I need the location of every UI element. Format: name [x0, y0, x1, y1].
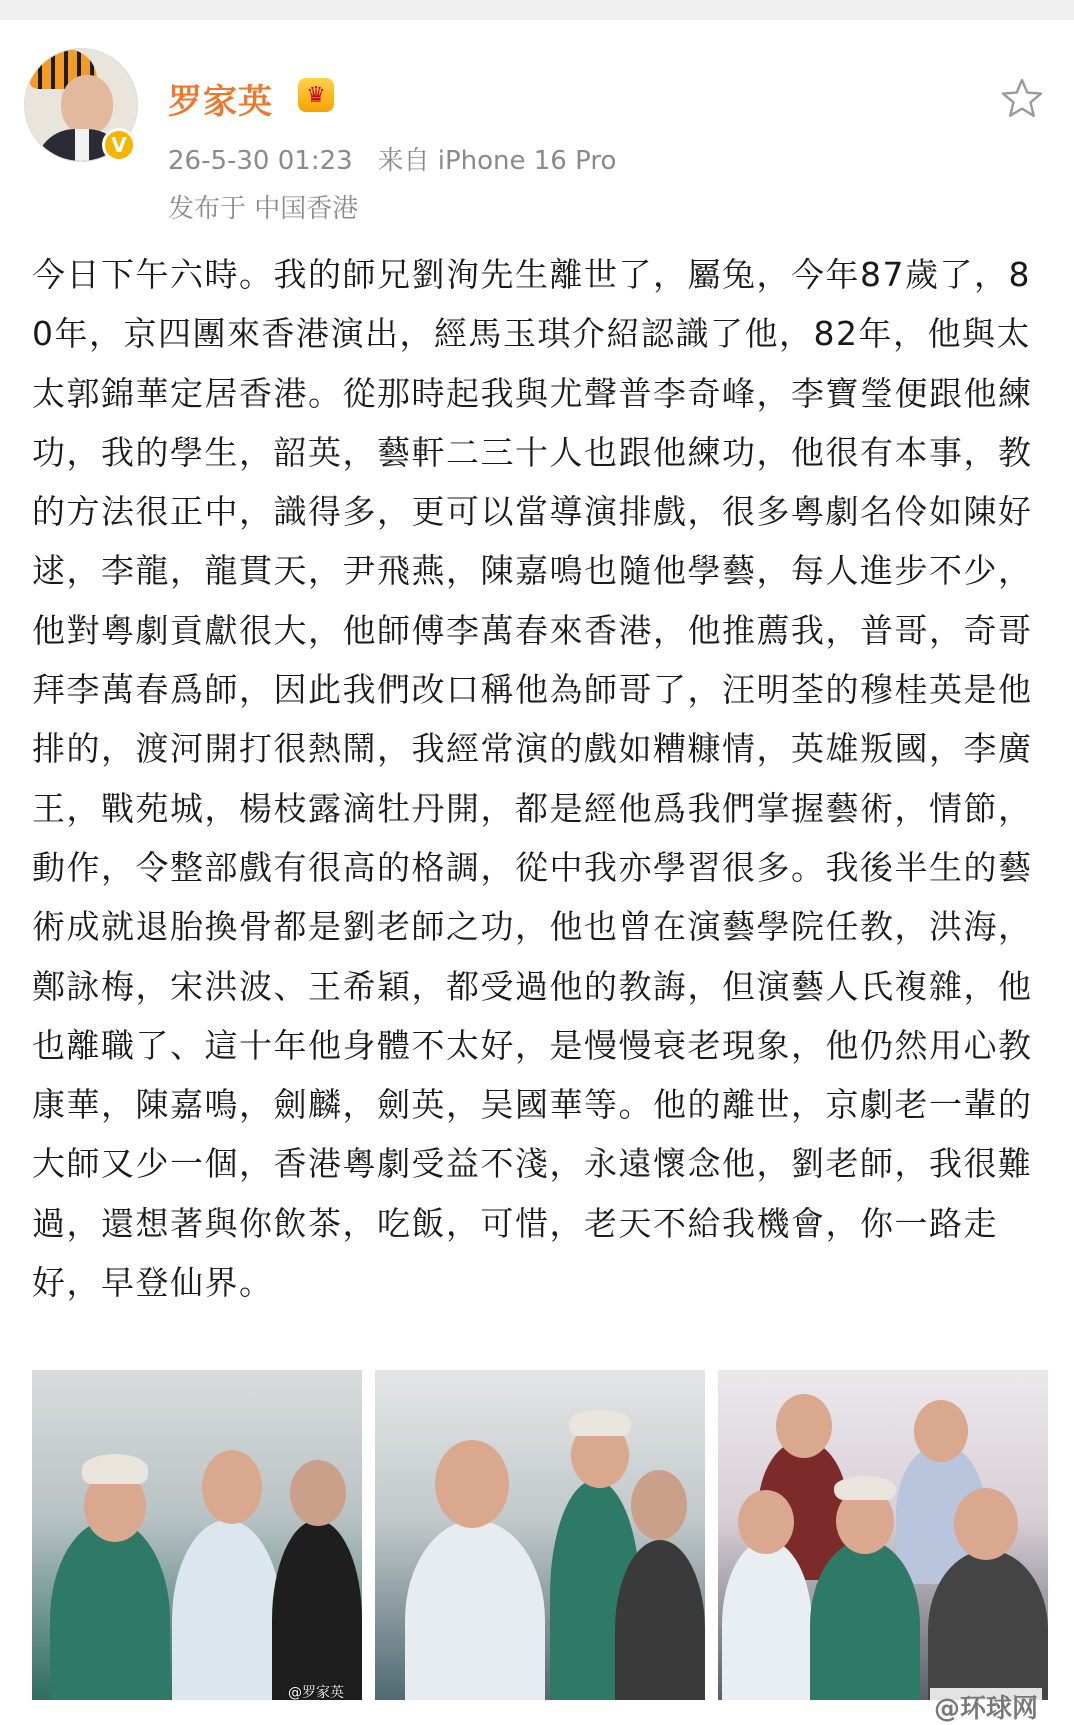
photo-figure — [722, 1540, 812, 1700]
photo-figure — [810, 1540, 920, 1700]
post-source: 来自 iPhone 16 Pro — [377, 146, 617, 176]
author-avatar[interactable] — [24, 48, 144, 168]
source-logo: @环球网 — [930, 1688, 1042, 1725]
photo-figure-head — [631, 1470, 687, 1540]
post-photo-3[interactable] — [718, 1370, 1048, 1700]
photo-figure-head — [202, 1450, 262, 1524]
avatar-shirt — [75, 129, 89, 162]
photo-figure — [172, 1520, 282, 1700]
photo-figure — [272, 1520, 362, 1700]
post-datetime: 26-5-30 01:23 — [168, 146, 353, 176]
post-photo-1[interactable] — [32, 1370, 362, 1700]
photo-figure-cap — [82, 1454, 148, 1484]
photo-figure-head — [290, 1460, 346, 1526]
photo-figure — [405, 1520, 545, 1700]
post-location: 发布于 中国香港 — [168, 194, 359, 224]
photo-figure-cap — [834, 1476, 896, 1500]
photo-figure — [615, 1540, 705, 1700]
star-outline-icon[interactable] — [1000, 76, 1044, 120]
avatar-face — [61, 75, 113, 135]
verified-v-icon: V — [102, 128, 136, 162]
photo-figure-head — [914, 1400, 968, 1462]
post-meta-time — [168, 140, 616, 177]
photo-figure — [928, 1550, 1048, 1700]
photo-figure-head — [954, 1488, 1018, 1560]
top-divider-strip — [0, 0, 1074, 20]
photo-watermark: @罗家英 — [288, 1685, 344, 1701]
author-name[interactable]: 罗家英 — [168, 82, 273, 122]
crown-icon[interactable]: ♛ — [298, 78, 334, 112]
photo-figure-head — [738, 1490, 794, 1554]
photo-figure — [50, 1520, 170, 1700]
photo-figure-head — [435, 1440, 509, 1528]
photo-figure-cap — [569, 1410, 631, 1436]
post-body-text: 今日下午六時。我的師兄劉洵先生離世了，屬兔，今年87歲了，80年，京四團來香港演出，經馬玉琪介紹認識了他，82年，他與太太郭錦華定居香港。從那時起我與尤聲普李奇峰，李寶瑩便跟他練功，我的學生，韶英，藝軒二三十人也跟他練功，他很有本事，教的方法很正中，識得多，更可以當導演排戲，很多粵劇名伶如陳好逑，李龍，龍貫天，尹飛燕，陳嘉鳴也隨他學藝，每人進步不少，他對粵劇貢獻很大，他師傅李萬春來香港，他推薦我，普哥，奇哥拜李萬春爲師，因此我們改口稱他為師哥了，汪明荃的穆桂英是他排的，渡河開打很熱鬧，我經常演的戲如糟糠情，英雄叛國，李廣王，戰苑城，楊枝露滴牡丹開，都是經他爲我們掌握藝術，情節，動作，令整部戲有很高的格調，從中我亦學習很多。我後半生的藝術成就退胎換骨都是劉老師之功，他也曾在演藝學院任教，洪海，鄭詠梅，宋洪波、王希穎，都受過他的教誨，但演藝人氏複雜，他也離職了、這十年他身體不太好，是慢慢衰老現象，他仍然用心教康華，陳嘉鳴，劍麟，劍英，吴國華等。他的離世，京劇老一輩的大師又少一個，香港粵劇受益不淺，永遠懷念他，劉老師，我很難過，還想著與你飲茶，吃飯，可惜，老天不給我機會，你一路走好，早登仙界。 — [32, 255, 1033, 1303]
photo-figure-head — [776, 1394, 832, 1458]
post-photo-2[interactable] — [375, 1370, 705, 1700]
